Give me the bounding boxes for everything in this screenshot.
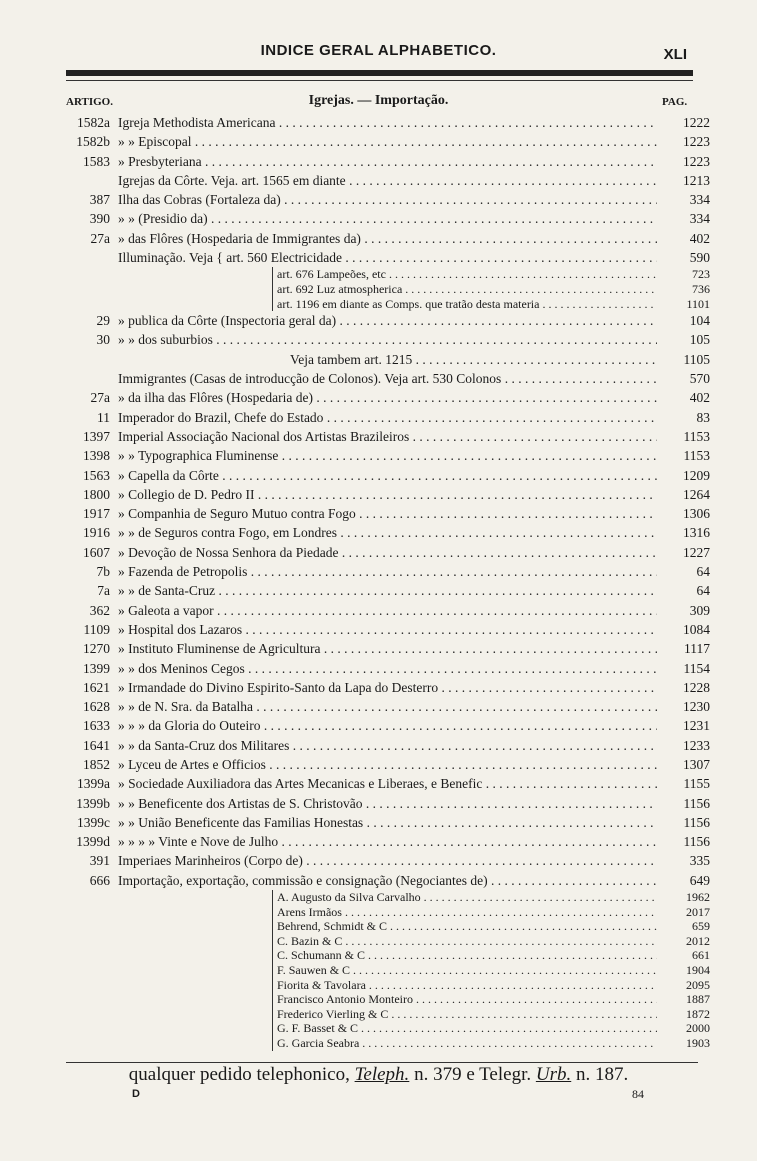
entry-page-number: 2000 xyxy=(686,1021,710,1036)
entry-article-number: 1852 xyxy=(83,756,110,772)
entry-article-number: 1399c xyxy=(77,814,110,830)
index-entries xyxy=(0,113,757,1051)
index-entry xyxy=(0,427,757,446)
entry-text: Behrend, Schmidt & C . . . xyxy=(272,919,657,934)
footer-teleph: Teleph. xyxy=(354,1064,410,1085)
entry-page-number: 1101 xyxy=(686,296,710,311)
entry-page-number: 334 xyxy=(689,192,710,208)
entry-article-number: 27a xyxy=(90,230,110,246)
index-entry xyxy=(0,562,757,581)
entry-text: Igreja Methodista Americana . . . xyxy=(118,113,657,132)
entry-text: Arens Irmãos . . . xyxy=(272,905,657,920)
index-entry xyxy=(0,601,757,620)
entry-page-number: 1209 xyxy=(683,467,710,483)
index-entry xyxy=(0,132,757,151)
entry-article-number: 1399b xyxy=(76,795,110,811)
entry-text: » » da Santa-Cruz dos Militares . . . xyxy=(118,736,657,755)
entry-article-number: 1628 xyxy=(83,699,110,715)
entry-article-number: 1916 xyxy=(83,525,110,541)
entry-page-number: 1904 xyxy=(686,963,710,978)
entry-page-number: 570 xyxy=(689,371,710,387)
entry-page-number: 1307 xyxy=(683,756,710,772)
entry-article-number: 30 xyxy=(96,332,110,348)
entry-page-number: 1962 xyxy=(686,890,710,905)
entry-page-number: 1156 xyxy=(683,795,710,811)
entry-page-number: 1227 xyxy=(683,544,710,560)
index-entry xyxy=(0,794,757,813)
index-entry xyxy=(0,311,757,330)
footer-prefix: qualquer pedido telephonico, xyxy=(128,1064,350,1085)
index-entry xyxy=(0,388,757,407)
index-entry xyxy=(0,919,757,934)
entry-page-number: 1223 xyxy=(683,134,710,150)
index-entry xyxy=(0,466,757,485)
signature-mark-left: D xyxy=(132,1088,140,1100)
entry-text: G. Garcia Seabra . . . xyxy=(272,1036,657,1051)
entry-article-number: 1399 xyxy=(83,660,110,676)
entry-text: » » dos suburbios . . . xyxy=(118,330,657,349)
entry-text: » » Beneficente dos Artistas de S. Christovão . . . xyxy=(118,794,657,813)
entry-page-number: 1155 xyxy=(683,776,710,792)
entry-page-number: 402 xyxy=(689,390,710,406)
entry-text: Imperador do Brazil, Chefe do Estado . . . xyxy=(118,408,657,427)
entry-page-number: 1306 xyxy=(683,506,710,522)
entry-text: » » Episcopal . . . xyxy=(118,132,657,151)
index-entry xyxy=(0,581,757,600)
entry-article-number: 1583 xyxy=(83,153,110,169)
index-entry xyxy=(0,639,757,658)
entry-text: Igrejas da Côrte. Veja. art. 1565 em diante . . . xyxy=(118,171,657,190)
index-entry xyxy=(0,934,757,949)
entry-text: » Companhia de Seguro Mutuo contra Fogo . . . xyxy=(118,504,657,523)
entry-article-number: 7b xyxy=(96,564,110,580)
entry-article-number: 1398 xyxy=(83,448,110,464)
entry-page-number: 402 xyxy=(689,230,710,246)
index-entry xyxy=(0,113,757,132)
entry-article-number: 29 xyxy=(96,313,110,329)
entry-page-number: 335 xyxy=(689,853,710,869)
entry-text: » » Typographica Fluminense . . . xyxy=(118,446,657,465)
entry-page-number: 736 xyxy=(692,281,710,296)
entry-text: » Capella da Côrte . . . xyxy=(118,466,657,485)
entry-text: » Lyceu de Artes e Officios . . . xyxy=(118,755,657,774)
entry-page-number: 1154 xyxy=(683,660,710,676)
entry-article-number: 1399a xyxy=(77,776,110,792)
index-entry xyxy=(0,485,757,504)
entry-text: C. Schumann & C . . . xyxy=(272,948,657,963)
entry-page-number: 1223 xyxy=(683,153,710,169)
index-entry xyxy=(0,446,757,465)
entry-page-number: 83 xyxy=(696,409,710,425)
entry-page-number: 64 xyxy=(696,583,710,599)
column-header-page: PAG. xyxy=(662,96,688,108)
signature-mark-right: 84 xyxy=(632,1087,644,1101)
entry-page-number: 1264 xyxy=(683,486,710,502)
entry-page-number: 64 xyxy=(696,564,710,580)
index-entry xyxy=(0,813,757,832)
entry-text: A. Augusto da Silva Carvalho . . . xyxy=(272,890,657,905)
entry-page-number: 1117 xyxy=(684,641,710,657)
entry-text: Immigrantes (Casas de introducção de Colonos). Veja art. 530 Colonos . . . xyxy=(118,369,657,388)
index-entry xyxy=(0,297,757,312)
entry-article-number: 27a xyxy=(90,390,110,406)
index-entry xyxy=(0,229,757,248)
footer-middle: n. 379 e Telegr. xyxy=(414,1064,532,1085)
entry-text: » » dos Meninos Cegos . . . xyxy=(118,659,657,678)
page-title: INDICE GERAL ALPHABETICO. xyxy=(260,42,497,59)
entry-text: art. 676 Lampeões, etc . . . xyxy=(272,267,657,282)
entry-article-number: 1800 xyxy=(83,486,110,502)
entry-text: Illuminação. Veja { art. 560 Electricidade . . . xyxy=(118,248,657,267)
index-entry xyxy=(0,1021,757,1036)
index-entry xyxy=(0,1036,757,1051)
entry-article-number: 1917 xyxy=(83,506,110,522)
index-entry xyxy=(0,171,757,190)
index-entry xyxy=(0,152,757,171)
entry-page-number: 1872 xyxy=(686,1006,710,1021)
index-entry xyxy=(0,190,757,209)
entry-text: art. 1196 em diante as Comps. que tratão desta materia . . . xyxy=(272,297,657,312)
entry-page-number: 661 xyxy=(692,948,710,963)
index-entry xyxy=(0,267,757,282)
entry-text: Imperial Associação Nacional dos Artistas Brazileiros . . . xyxy=(118,427,657,446)
index-entry xyxy=(0,890,757,905)
entry-text: » » » » Vinte e Nove de Julho . . . xyxy=(118,832,657,851)
entry-text: Ilha das Cobras (Fortaleza da) . . . xyxy=(118,190,657,209)
entry-page-number: 1231 xyxy=(683,718,710,734)
entry-text: Francisco Antonio Monteiro . . . xyxy=(272,992,657,1007)
index-entry xyxy=(0,851,757,870)
entry-page-number: 1903 xyxy=(686,1036,710,1050)
column-header-section: Igrejas. — Importação. xyxy=(308,93,449,108)
index-entry xyxy=(0,905,757,920)
entry-text: C. Bazin & C . . . xyxy=(272,934,657,949)
footer-rule xyxy=(66,1062,698,1063)
entry-page-number: 1153 xyxy=(683,448,710,464)
entry-text: » » União Beneficente das Familias Honestas . . . xyxy=(118,813,657,832)
entry-article-number: 1641 xyxy=(83,737,110,753)
footer-notice xyxy=(0,1064,757,1086)
header-rule-thick xyxy=(66,70,693,76)
entry-text: G. F. Basset & C . . . xyxy=(272,1021,657,1036)
entry-text: » das Flôres (Hospedaria de Immigrantes da) . . . xyxy=(118,229,657,248)
entry-article-number: 1633 xyxy=(83,718,110,734)
entry-page-number: 1230 xyxy=(683,699,710,715)
entry-text: Veja tambem art. 1215 . . . xyxy=(290,350,657,369)
entry-article-number: 11 xyxy=(97,409,110,425)
entry-article-number: 7a xyxy=(97,583,110,599)
entry-article-number: 1397 xyxy=(83,428,110,444)
entry-page-number: 334 xyxy=(689,211,710,227)
entry-text: art. 692 Luz atmospherica . . . xyxy=(272,282,657,297)
entry-page-number: 590 xyxy=(689,250,710,266)
index-entry xyxy=(0,350,757,369)
index-entry xyxy=(0,871,757,890)
entry-page-number: 1222 xyxy=(683,115,710,130)
entry-page-number: 2095 xyxy=(686,977,710,992)
entry-article-number: 1109 xyxy=(83,621,110,637)
entry-text: » Irmandade do Divino Espirito-Santo da Lapa do Desterro . . . xyxy=(118,678,657,697)
index-entry xyxy=(0,832,757,851)
entry-page-number: 1233 xyxy=(683,737,710,753)
entry-article-number: 391 xyxy=(89,853,110,869)
entry-page-number: 105 xyxy=(689,332,710,348)
page-number: XLI xyxy=(663,46,687,63)
index-entry xyxy=(0,369,757,388)
index-entry xyxy=(0,697,757,716)
entry-article-number: 1582b xyxy=(76,134,110,150)
entry-page-number: 1156 xyxy=(683,834,710,850)
entry-text: » » de N. Sra. da Batalha . . . xyxy=(118,697,657,716)
entry-text: Fiorita & Tavolara . . . xyxy=(272,978,657,993)
entry-text: » Hospital dos Lazaros . . . xyxy=(118,620,657,639)
entry-page-number: 1887 xyxy=(686,992,710,1007)
index-entry xyxy=(0,330,757,349)
index-entry xyxy=(0,963,757,978)
entry-page-number: 723 xyxy=(692,267,710,282)
index-entry xyxy=(0,620,757,639)
index-entry xyxy=(0,543,757,562)
entry-text: » » de Seguros contra Fogo, em Londres . . . xyxy=(118,523,657,542)
entry-text: » Galeota a vapor . . . xyxy=(118,601,657,620)
entry-page-number: 1156 xyxy=(683,814,710,830)
entry-article-number: 1399d xyxy=(76,834,110,850)
index-entry xyxy=(0,504,757,523)
entry-text: » Sociedade Auxiliadora das Artes Mecanicas e Liberaes, e Benefic . . . xyxy=(118,774,657,793)
index-entry xyxy=(0,678,757,697)
index-entry xyxy=(0,755,757,774)
footer-suffix: n. 187. xyxy=(575,1064,629,1085)
entry-page-number: 309 xyxy=(689,602,710,618)
entry-text: » Collegio de D. Pedro II . . . xyxy=(118,485,657,504)
header-rule-thin xyxy=(66,80,693,81)
index-entry xyxy=(0,992,757,1007)
index-entry xyxy=(0,209,757,228)
entry-article-number: 1563 xyxy=(83,467,110,483)
index-entry xyxy=(0,282,757,297)
index-entry xyxy=(0,1007,757,1022)
entry-text: » Devoção de Nossa Senhora da Piedade . . . xyxy=(118,543,657,562)
index-entry xyxy=(0,523,757,542)
entry-text: » da ilha das Flôres (Hospedaria de) . . . xyxy=(118,388,657,407)
entry-page-number: 2017 xyxy=(686,904,710,919)
entry-page-number: 1228 xyxy=(683,679,710,695)
index-entry xyxy=(0,408,757,427)
entry-text: » Fazenda de Petropolis . . . xyxy=(118,562,657,581)
entry-article-number: 666 xyxy=(89,872,110,888)
entry-text: F. Sauwen & C . . . xyxy=(272,963,657,978)
entry-text: » Presbyteriana . . . xyxy=(118,152,657,171)
index-entry xyxy=(0,659,757,678)
entry-page-number: 1084 xyxy=(683,621,710,637)
index-entry xyxy=(0,948,757,963)
footer-urb: Urb. xyxy=(535,1064,572,1085)
entry-text: » Instituto Fluminense de Agricultura . . . xyxy=(118,639,657,658)
entry-page-number: 104 xyxy=(689,313,710,329)
entry-page-number: 649 xyxy=(689,872,710,888)
entry-article-number: 1607 xyxy=(83,544,110,560)
index-entry xyxy=(0,978,757,993)
entry-page-number: 1213 xyxy=(683,172,710,188)
index-entry xyxy=(0,716,757,735)
entry-text: Frederico Vierling & C . . . xyxy=(272,1007,657,1022)
entry-page-number: 1316 xyxy=(683,525,710,541)
entry-page-number: 1105 xyxy=(683,351,710,367)
entry-article-number: 1621 xyxy=(83,679,110,695)
entry-page-number: 2012 xyxy=(686,933,710,948)
entry-article-number: 387 xyxy=(89,192,110,208)
entry-article-number: 390 xyxy=(89,211,110,227)
index-entry xyxy=(0,774,757,793)
entry-text: » publica da Côrte (Inspectoria geral da) . . . xyxy=(118,311,657,330)
entry-text: » » de Santa-Cruz . . . xyxy=(118,581,657,600)
column-header-article: ARTIGO. xyxy=(66,96,113,108)
entry-text: Importação, exportação, commissão e consignação (Negociantes de) . . . xyxy=(118,871,657,890)
entry-article-number: 1270 xyxy=(83,641,110,657)
entry-text: Imperiaes Marinheiros (Corpo de) . . . xyxy=(118,851,657,870)
entry-text: » » (Presidio da) . . . xyxy=(118,209,657,228)
entry-article-number: 1582a xyxy=(77,115,110,130)
index-entry xyxy=(0,736,757,755)
entry-text: » » » da Gloria do Outeiro . . . xyxy=(118,716,657,735)
entry-page-number: 659 xyxy=(692,919,710,934)
entry-article-number: 362 xyxy=(89,602,110,618)
entry-page-number: 1153 xyxy=(683,428,710,444)
index-entry xyxy=(0,248,757,267)
